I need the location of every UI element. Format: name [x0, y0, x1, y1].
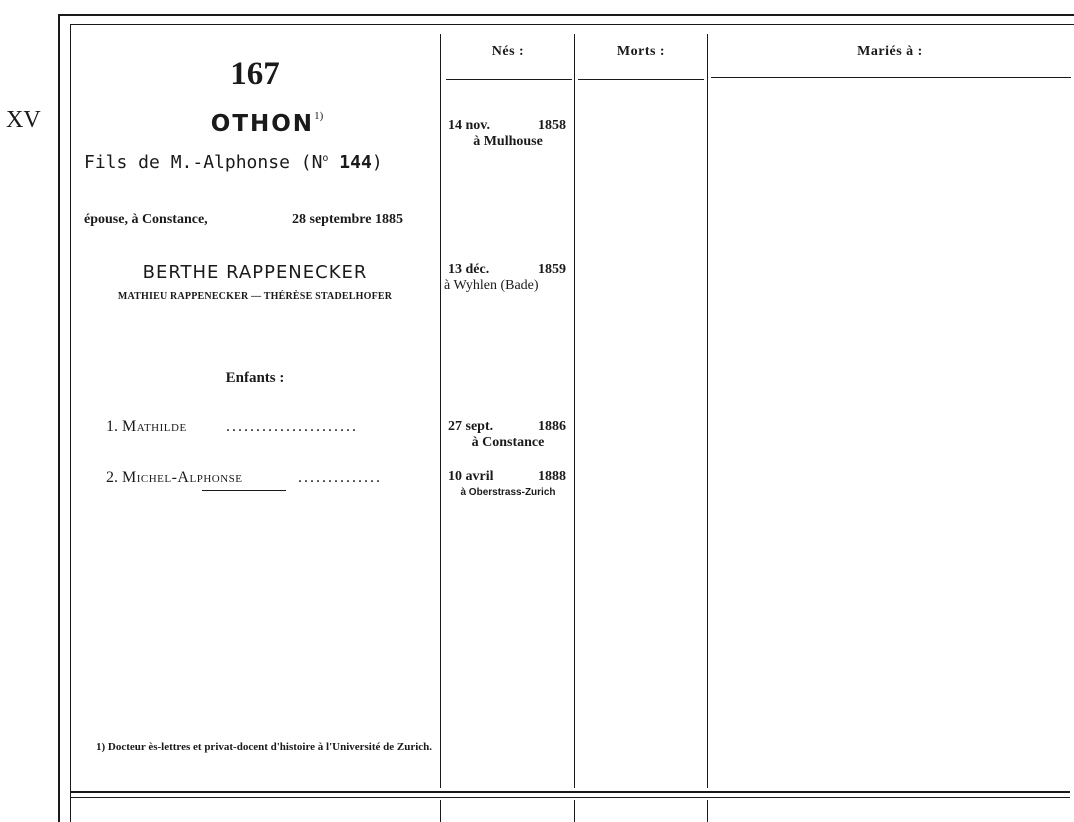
birth-year: 1888 — [538, 469, 566, 484]
column-divider-morts-bottom — [574, 800, 575, 822]
wife-name: BERTHE RAPPENECKER — [142, 262, 368, 283]
child-entry-2 — [106, 469, 243, 487]
child-index: 2. — [106, 469, 118, 486]
birth-othon — [444, 118, 572, 150]
birth-michel — [444, 469, 572, 501]
header-underline-morts — [578, 79, 704, 80]
top-border-outer — [58, 14, 1074, 16]
marriage-date: 28 septembre 1885 — [292, 212, 403, 227]
birth-day: 13 déc. — [448, 262, 490, 277]
header-morts: Morts : — [616, 44, 666, 59]
parentage-no-mark: o — [322, 153, 329, 164]
column-divider-maries — [707, 34, 708, 788]
outer-left-border — [58, 14, 60, 822]
birth-day: 14 nov. — [448, 118, 491, 133]
child-index: 1. — [106, 418, 118, 435]
birth-place: à Wyhlen (Bade) — [444, 278, 539, 293]
birth-day: 10 avril — [448, 469, 494, 484]
column-divider-maries-bottom — [707, 800, 708, 822]
child-entry-1 — [106, 418, 187, 436]
child-name: Michel-Alphonse — [122, 469, 243, 486]
birth-place: à Constance — [471, 435, 545, 450]
birth-year: 1886 — [538, 419, 566, 434]
header-nes: Nés : — [491, 44, 525, 59]
birth-year: 1859 — [538, 262, 566, 277]
bottom-rule-2 — [70, 797, 1070, 798]
column-divider-nes — [440, 34, 441, 788]
wife-parents: MATHIEU RAPPENECKER — THÉRÈSE STADELHOFER — [117, 291, 393, 302]
birth-mathilde — [444, 419, 572, 451]
column-divider-morts — [574, 34, 575, 788]
birth-year: 1858 — [538, 118, 566, 133]
child-name-underline — [202, 490, 286, 491]
footnote-mark: 1) — [314, 110, 324, 122]
birth-place: à Mulhouse — [473, 134, 543, 149]
person-name — [72, 110, 462, 137]
header-maries: Mariés à : — [857, 44, 923, 59]
children-heading: Enfants : — [225, 370, 285, 386]
margin-roman-numeral: XV — [6, 107, 41, 133]
birth-berthe — [444, 262, 572, 294]
column-divider-nes-bottom — [440, 800, 441, 822]
person-name-text: OTHON — [210, 111, 315, 137]
header-underline-nes — [446, 79, 572, 80]
child-name: Mathilde — [122, 418, 187, 435]
parentage-prefix: Fils de M.-Alphonse (N — [84, 152, 323, 173]
header-underline-maries — [711, 77, 1071, 78]
bottom-rule-1 — [70, 791, 1070, 793]
leader-dots: ...................... — [226, 418, 358, 435]
top-border-inner — [70, 24, 1074, 25]
parentage-number: 144 — [339, 152, 372, 173]
leader-dots: .............. — [298, 469, 382, 486]
marriage-label: épouse, à Constance, — [84, 212, 208, 227]
inner-left-border — [70, 24, 71, 822]
parentage-line — [84, 152, 383, 173]
birth-place: à Oberstrass-Zurich — [460, 487, 556, 498]
entry-number: 167 — [230, 56, 280, 92]
footnote: 1) Docteur ès-lettres et privat-docent d'histoire à l'Université de Zurich. — [96, 741, 433, 753]
parentage-suffix: ) — [371, 152, 383, 173]
birth-day: 27 sept. — [448, 419, 494, 434]
